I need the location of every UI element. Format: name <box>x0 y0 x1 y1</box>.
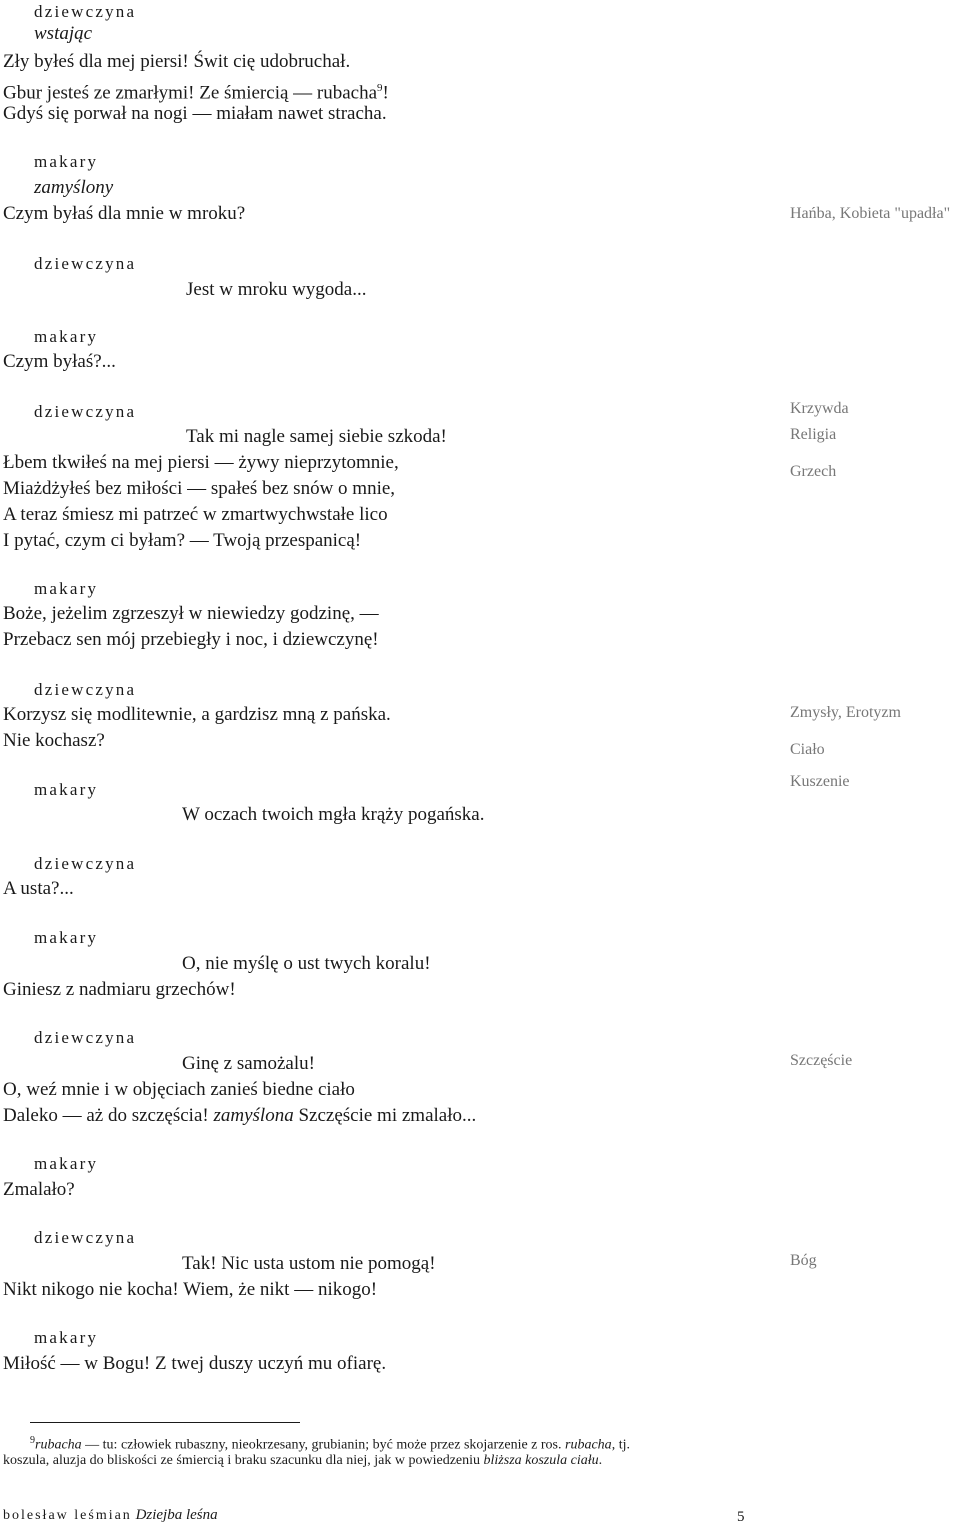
verse-line: Tak! Nic usta ustom nie pomogą! <box>182 1253 436 1274</box>
verse-line: Miłość — w Bogu! Z twej duszy uczyń mu ofiarę. <box>3 1353 387 1374</box>
verse-line: O, weź mnie i w objęciach zanieś biedne ciało <box>3 1079 355 1100</box>
speaker-label: makary <box>34 780 99 799</box>
inline-stage-direction: zamyślona <box>213 1105 294 1126</box>
margin-note: Grzech <box>790 463 837 480</box>
verse-line: Czym byłaś dla mnie w mroku? <box>3 203 246 224</box>
speaker-label: makary <box>34 579 99 598</box>
verse-line: Miażdżyłeś bez miłości — spałeś bez snów o mnie, <box>3 478 396 499</box>
margin-note: Ciało <box>790 741 825 758</box>
footnote-rule <box>30 1422 300 1423</box>
verse-line: A usta?... <box>3 878 74 899</box>
verse-line: Nikt nikogo nie kocha! Wiem, że nikt — nikogo! <box>3 1279 378 1300</box>
speaker-label: makary <box>34 1328 99 1347</box>
running-footer <box>3 1505 218 1526</box>
margin-note: Szczęście <box>790 1052 853 1069</box>
speaker-label: makary <box>34 152 99 171</box>
book-title: Dziejba leśna <box>135 1507 218 1523</box>
verse-line: Gbur jesteś ze zmarłymi! Ze śmiercią — rubacha$^9$! <box>3 82 389 104</box>
footnote-line: koszula, aluzja do bliskości ze śmiercią i braku szacunku dla niej, jak w powiedzeniu bliższa koszula ciału. <box>3 1453 603 1468</box>
verse-line: Czym byłaś?... <box>3 351 116 372</box>
verse-line: Jest w mroku wygoda... <box>186 279 367 300</box>
margin-note: Bóg <box>790 1252 817 1269</box>
verse-line: Łbem tkwiłeś na mej piersi — żywy nieprzytomnie, <box>3 452 399 473</box>
margin-note: Religia <box>790 426 837 443</box>
stage-direction: zamyślony <box>34 177 114 198</box>
speaker-label: dziewczyna <box>34 1028 137 1047</box>
speaker-label: dziewczyna <box>34 680 137 699</box>
margin-note: Hańba, Kobieta "upadła" <box>790 205 951 222</box>
margin-note: Krzywda <box>790 400 849 417</box>
verse-line: I pytać, czym ci byłam? — Twoją przespanicą! <box>3 530 362 551</box>
stage-direction: wstając <box>34 23 93 44</box>
speaker-label: dziewczyna <box>34 854 137 873</box>
speaker-label: dziewczyna <box>34 254 137 273</box>
verse-line: Korzysz się modlitewnie, a gardzisz mną z pańska. <box>3 704 391 725</box>
page-number: 5 <box>737 1509 745 1525</box>
verse-line: Zły byłeś dla mej piersi! Świt cię udobruchał. <box>3 51 351 72</box>
speaker-label: makary <box>34 928 99 947</box>
verse-line: Zmalało? <box>3 1179 75 1200</box>
verse-line: W oczach twoich mgła krąży pogańska. <box>182 804 485 825</box>
verse-line: Daleko — aż do szczęścia! zamyślona Szczęście mi zmalało... <box>3 1105 477 1126</box>
verse-line: O, nie myślę o ust twych koralu! <box>182 953 431 974</box>
verse-line: Tak mi nagle samej siebie szkoda! <box>186 426 447 447</box>
speaker-label: dziewczyna <box>34 1228 137 1247</box>
verse-line: Ginę z samożalu! <box>182 1053 315 1074</box>
verse-line: Nie kochasz? <box>3 730 105 751</box>
verse-line: Giniesz z nadmiaru grzechów! <box>3 979 236 1000</box>
verse-line: Boże, jeżelim zgrzeszył w niewiedzy godzinę, — <box>3 603 379 624</box>
speaker-label: dziewczyna <box>34 402 137 421</box>
verse-line: Przebacz sen mój przebiegły i noc, i dziewczynę! <box>3 629 379 650</box>
speaker-label: dziewczyna <box>34 2 137 21</box>
verse-line: Gdyś się porwał na nogi — miałam nawet stracha. <box>3 103 387 124</box>
speaker-label: makary <box>34 1154 99 1173</box>
footnote-line: $^9$rubacha — tu: człowiek rubaszny, nieokrzesany, grubianin; być może przez skojarzenie z ros. rubacha, tj. <box>30 1435 630 1453</box>
margin-note: Kuszenie <box>790 773 850 790</box>
verse-line: A teraz śmiesz mi patrzeć w zmartwychwstałe lico <box>3 504 388 525</box>
margin-note: Zmysły, Erotyzm <box>790 704 901 721</box>
author-name: bolesław leśmian <box>3 1508 132 1523</box>
speaker-label: makary <box>34 327 99 346</box>
footnote-marker: 9 <box>377 82 383 94</box>
